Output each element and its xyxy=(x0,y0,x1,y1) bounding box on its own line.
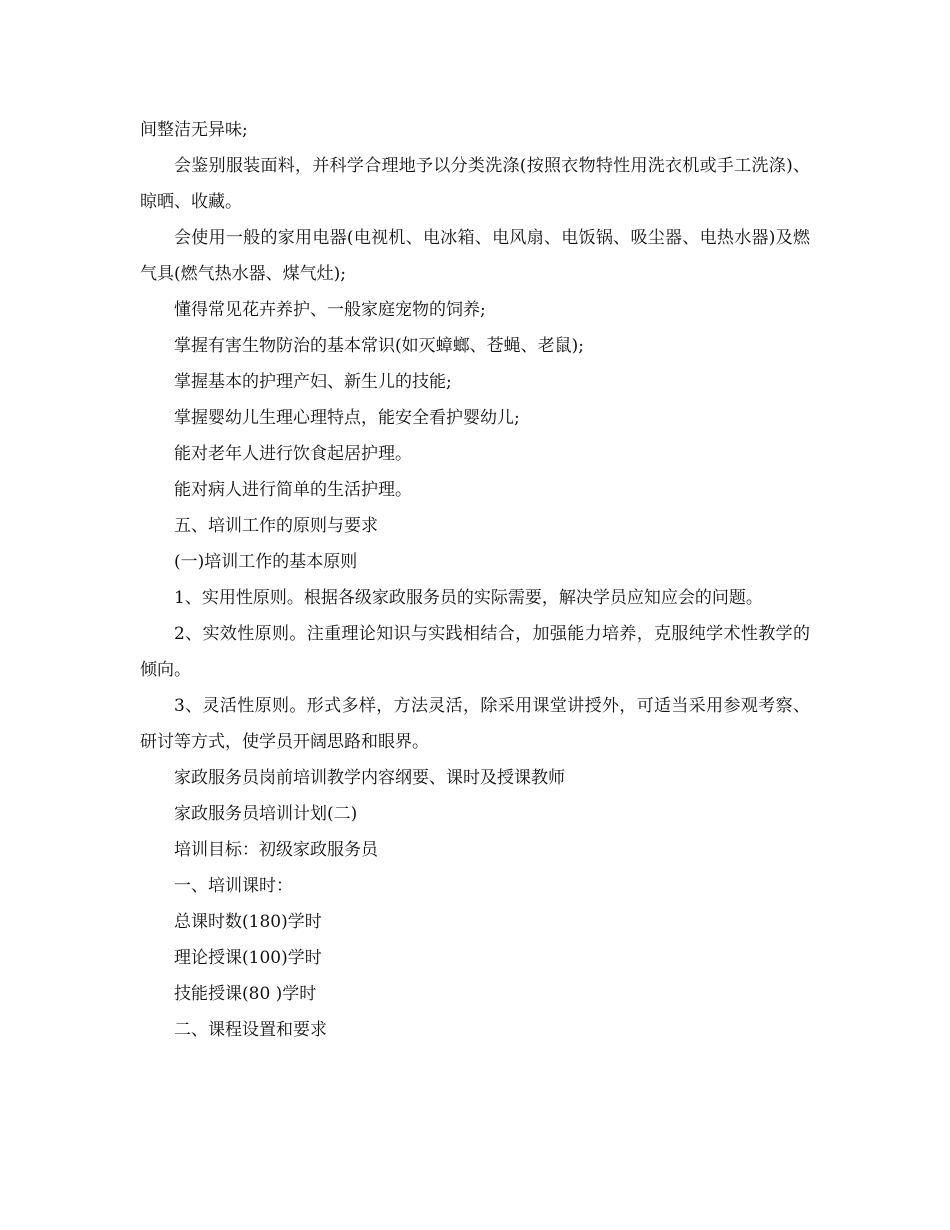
paragraph: 3、灵活性原则。形式多样，方法灵活，除采用课堂讲授外，可适当采用参观考察、研讨等方式，使学员开阔思路和眼界。 xyxy=(140,696,810,752)
section-heading: 五、培训工作的原则与要求 xyxy=(174,516,378,536)
paragraph: 总课时数(180)学时 xyxy=(174,912,322,932)
paragraph: 会鉴别服装面料，并科学合理地予以分类洗涤(按照衣物特性用洗衣机或手工洗涤)、晾晒、收藏。 xyxy=(140,156,810,212)
paragraph: 2、实效性原则。注重理论知识与实践相结合，加强能力培养，克服纯学术性教学的倾向。 xyxy=(140,624,810,680)
paragraph: 会使用一般的家用电器(电视机、电冰箱、电风扇、电饭锅、吸尘器、电热水器)及燃气具(燃气热水器、煤气灶); xyxy=(140,228,810,284)
paragraph: 技能授课(80 )学时 xyxy=(174,984,317,1004)
section-heading: 二、课程设置和要求 xyxy=(174,1020,327,1040)
section-heading: 一、培训课时： xyxy=(174,876,293,896)
paragraph: 间整洁无异味; xyxy=(140,120,248,140)
paragraph: 掌握基本的护理产妇、新生儿的技能; xyxy=(174,372,452,392)
document-title: 家政服务员培训计划(二) xyxy=(174,804,358,824)
paragraph: 1、实用性原则。根据各级家政服务员的实际需要，解决学员应知应会的问题。 xyxy=(174,588,763,608)
paragraph: 家政服务员岗前培训教学内容纲要、课时及授课教师 xyxy=(174,768,565,788)
paragraph: 懂得常见花卉养护、一般家庭宠物的饲养; xyxy=(174,300,486,320)
subsection-heading: (一)培训工作的基本原则 xyxy=(174,552,358,572)
paragraph: 掌握有害生物防治的基本常识(如灭蟑螂、苍蝇、老鼠); xyxy=(174,336,584,356)
document-body xyxy=(140,112,810,1048)
paragraph: 能对病人进行简单的生活护理。 xyxy=(174,480,412,500)
paragraph: 理论授课(100)学时 xyxy=(174,948,322,968)
paragraph: 能对老年人进行饮食起居护理。 xyxy=(174,444,412,464)
paragraph: 掌握婴幼儿生理心理特点，能安全看护婴幼儿; xyxy=(174,408,520,428)
paragraph: 培训目标：初级家政服务员 xyxy=(174,840,378,860)
